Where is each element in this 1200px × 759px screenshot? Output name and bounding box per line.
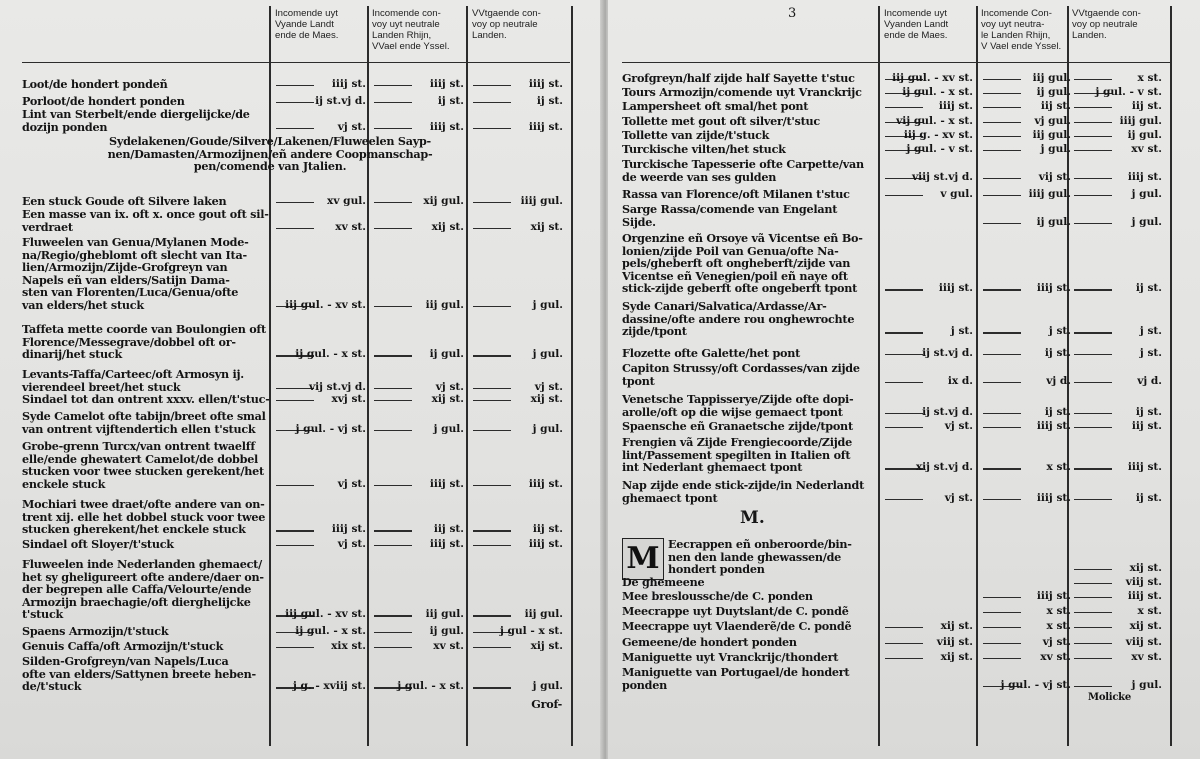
tariff-row: Frengien vã Zijde Frengiecoorde/Zijde lint/Passement spegilten in Italien oft int Nederlant ghemaect tpont xyxy=(622,435,852,475)
m-tariff-row-value-3: x st. xyxy=(1137,605,1162,617)
tariff-row-value-3: j gul. xyxy=(1131,215,1162,228)
tariff-row-value-3: ij st. xyxy=(536,95,563,107)
tariff-row: Grobe-grenn Turcx/van ontrent twaelff elle/ende ghewatert Camelot/de dobbel stucken voor twee stucken gerekent/het enckele stuck xyxy=(22,439,264,491)
tariff-row-value-3: j st. xyxy=(1139,347,1162,359)
tariff-row-value-3: ij st. xyxy=(1135,405,1162,418)
left-column-rule-4 xyxy=(571,6,573,746)
right-header-col2: Incomende Con- voy uyt neutra- le Landen Rhijn, V Vael ende Yssel. xyxy=(981,8,1062,52)
tariff-row-value-3: j gul. xyxy=(532,348,563,361)
tariff-row-value-2: ij gul. xyxy=(429,625,464,637)
tariff-row-value-2: iiij st. xyxy=(429,477,464,490)
tariff-row-value-1: xix st. xyxy=(331,640,366,652)
tariff-row-value-1: j gul. - vj st. xyxy=(295,422,366,435)
tariff-row: Loot/de hondert pondeñ xyxy=(22,77,168,91)
tariff-row: Syde Camelot ofte tabijn/breet ofte smal van ontrent vijftendertich ellen t'stuck xyxy=(22,409,266,436)
tariff-row-value-1: j g. - xviij st. xyxy=(293,680,366,693)
tariff-row-value-2: iiij st. xyxy=(1036,420,1071,432)
tariff-row-value-3: iij st. xyxy=(532,523,563,536)
left-header-col1: Incomende uyt Vyande Landt ende de Maes. xyxy=(275,8,339,41)
tariff-row-value-2: vij st. xyxy=(1038,170,1071,183)
section-letter-m: M. xyxy=(740,508,765,528)
m-tariff-row-value-3: j gul. xyxy=(1131,678,1162,691)
tariff-row-value-2: vj gul. xyxy=(1034,115,1071,127)
tariff-row-value-1: vij st.vj d. xyxy=(308,380,366,393)
right-header-col3: VVtgaende con- voy op neutrale Landen. xyxy=(1072,8,1141,41)
m-tariff-row-value-3: viij st. xyxy=(1125,636,1162,648)
tariff-row-value-3: ij st. xyxy=(1135,491,1162,504)
tariff-row: Tollette van zijde/t'stuck xyxy=(622,128,770,142)
m-tariff-row-value-1: viij st. xyxy=(936,636,973,648)
m-tariff-row-value-2: j gul. - vj st. xyxy=(1000,678,1071,691)
m-tariff-row-value-3: viij st. xyxy=(1125,576,1162,588)
tariff-row-value-1: viij st.vj d. xyxy=(911,170,973,183)
tariff-row-value-3: iiij st. xyxy=(1127,461,1162,474)
tariff-row-value-1: j st. xyxy=(950,325,973,338)
tariff-row-value-1: ij st.vj d. xyxy=(922,405,973,418)
tariff-row-value-2: ij gul. xyxy=(1036,86,1071,98)
tariff-row-value-2: xij st. xyxy=(431,393,464,405)
tariff-row-value-3: j gul. xyxy=(532,680,563,693)
left-catchword: Grof- xyxy=(531,697,562,711)
tariff-row-value-3: xij st. xyxy=(530,640,563,652)
tariff-row-value-2: vj st. xyxy=(435,380,464,393)
tariff-row: Silden-Grofgreyn/van Napels/Luca ofte van elders/Sattynen breete heben- de/t'stuck xyxy=(22,654,256,694)
tariff-row: Levants-Taffa/Carteec/oft Armosyn ij. vierendeel breet/het stuck xyxy=(22,367,244,394)
tariff-row: Een masse van ix. oft x. once gout oft sil- verdraet xyxy=(22,207,269,234)
tariff-row-value-1: j gul. - v st. xyxy=(906,143,973,155)
tariff-row-value-1: iij gul. - xv st. xyxy=(285,299,366,311)
tariff-row: Porloot/de hondert ponden xyxy=(22,94,185,108)
tariff-row-value-1: vj st. xyxy=(944,420,973,432)
tariff-row-value-3: ij st. xyxy=(1135,282,1162,295)
tariff-row-value-2: iiij st. xyxy=(429,78,464,90)
tariff-row-value-2: j st. xyxy=(1048,325,1071,338)
m-tariff-row: Maniguette uyt Vranckrijc/thondert xyxy=(622,650,839,664)
tariff-row-value-1: v gul. xyxy=(940,188,973,200)
tariff-row: Rassa van Florence/oft Milanen t'stuc xyxy=(622,187,850,201)
tariff-row: Syde Canari/Salvatica/Ardasse/Ar- dassine/ofte andere rou onghewrochte zijde/tpont xyxy=(622,299,855,339)
tariff-row-value-3: j st. xyxy=(1139,325,1162,338)
tariff-row-value-2: ij gul. xyxy=(1036,215,1071,228)
tariff-row: Turckische vilten/het stuck xyxy=(622,142,786,156)
tariff-row-value-2: ij st. xyxy=(437,95,464,107)
tariff-row-value-1: vj st. xyxy=(337,538,366,550)
tariff-row: Spaensche eñ Granaetsche zijde/tpont xyxy=(622,419,853,433)
tariff-row-value-1: ij gul. - x st. xyxy=(295,625,366,637)
tariff-row-value-1: iiij st. xyxy=(331,78,366,90)
tariff-row: Sindael oft Sloyer/t'stuck xyxy=(22,537,174,551)
right-column-rule-2 xyxy=(976,6,978,746)
tariff-row-value-2: iiij st. xyxy=(429,538,464,550)
left-column-rule-3 xyxy=(466,6,468,746)
m-tariff-row-value-3: xv st. xyxy=(1131,651,1162,663)
m-tariff-row: Maniguette van Portugael/de hondert ponden xyxy=(622,665,850,692)
tariff-row-value-2: iiij gul. xyxy=(1028,188,1071,200)
tariff-row-value-2: iiij st. xyxy=(1036,282,1071,295)
tariff-row-value-2: j gul. - x st. xyxy=(397,680,464,693)
folio-number: 3 xyxy=(788,6,797,21)
left-column-rule-2 xyxy=(367,6,369,746)
tariff-row-value-2: iij gul. xyxy=(1032,72,1071,84)
tariff-row-value-2: iiij st. xyxy=(1036,491,1071,504)
tariff-row-value-1: ij gul. - x st. xyxy=(295,348,366,361)
tariff-row-value-1: xv gul. xyxy=(327,195,366,207)
decorated-initial-m: M xyxy=(622,538,664,580)
m-tariff-row: Mee bresloussche/de C. ponden xyxy=(622,589,813,603)
tariff-row-value-1: iiij st. xyxy=(331,523,366,536)
tariff-row-value-3: iiij st. xyxy=(528,538,563,550)
right-column-rule-1 xyxy=(878,6,880,746)
left-header-col2: Incomende con- voy uyt neutrale Landen Rhijn, VVael ende Yssel. xyxy=(372,8,450,52)
tariff-row-value-2: xij gul. xyxy=(423,195,464,207)
tariff-row-value-3: j gul. xyxy=(532,422,563,435)
tariff-row-value-2: vj d. xyxy=(1046,374,1071,387)
m-tariff-row-value-2: vj st. xyxy=(1042,636,1071,648)
section-heading-italian-silks: Sydelakenen/Goude/Silvere/Lakenen/Fluweelen Sayp- nen/Damasten/Armozijnen/eñ andere Coopmanschap- pen/comende van Jtalien. xyxy=(107,134,433,174)
m-tariff-row-value-2: x st. xyxy=(1046,620,1071,632)
tariff-row-value-2: j gul. xyxy=(1040,143,1071,155)
right-header-rule xyxy=(622,62,1170,63)
tariff-row: Lampersheet oft smal/het pont xyxy=(622,99,809,113)
tariff-row-value-2: iiij st. xyxy=(429,120,464,133)
m-section-intro: Eecrappen eñ onberoorde/bin- nen den lande ghewassen/de hondert ponden xyxy=(668,537,852,577)
tariff-row-value-3: x st. xyxy=(1137,72,1162,84)
m-tariff-row: Gemeene/de hondert ponden xyxy=(622,635,797,649)
tariff-row: Venetsche Tappisserye/Zijde ofte dopi- arolle/oft op die wijse gemaect tpont xyxy=(622,392,854,419)
tariff-row-value-3: j gul. - v st. xyxy=(1095,86,1162,98)
tariff-row: Tollette met gout oft silver/t'stuc xyxy=(622,114,820,128)
tariff-row-value-2: iij gul. xyxy=(425,608,464,621)
tariff-row: Spaens Armozijn/t'stuck xyxy=(22,624,169,638)
tariff-row-value-1: ij st.vj d. xyxy=(922,347,973,359)
tariff-row-value-3: vj st. xyxy=(534,380,563,393)
tariff-row: Een stuck Goude oft Silvere laken xyxy=(22,194,227,208)
tariff-row-value-1: vj st. xyxy=(944,491,973,504)
tariff-row-value-1: iij g. - xv st. xyxy=(903,129,973,141)
tariff-row-value-3: ij gul. xyxy=(1127,129,1162,141)
tariff-row-value-3: iij st. xyxy=(1131,100,1162,112)
tariff-row-value-2: x st. xyxy=(1046,461,1071,474)
tariff-row-value-2: iij gul. xyxy=(425,299,464,311)
tariff-row: Fluweelen van Genua/Mylanen Mode- na/Regio/gheblomt oft slecht van Ita- lien/Armozijn/Zijde-Grofgreyn van Napels eñ van elders/Satijn Dama- sten van Florenten/Luca/Genua/ofte van elders/het stuck xyxy=(22,235,249,312)
tariff-row: Mochiari twee draet/ofte andere van on- trent xij. elle het dobbel stuck voor twee stucken gherekent/het enckele stuck xyxy=(22,497,266,537)
right-catchword: Molicke xyxy=(1088,692,1131,703)
m-tariff-row-value-1: xij st. xyxy=(940,620,973,632)
tariff-row-value-2: ij gul. xyxy=(429,348,464,361)
tariff-row-value-1: vj st. xyxy=(337,477,366,490)
tariff-row: Lint van Sterbelt/ende diergelijcke/de dozijn ponden xyxy=(22,107,250,134)
tariff-row-value-3: iij gul. xyxy=(524,608,563,621)
tariff-row-value-1: ij st.vj d. xyxy=(315,95,366,107)
tariff-row-value-2: iij gul. xyxy=(1032,129,1071,141)
tariff-row: Genuis Caffa/oft Armozijn/t'stuck xyxy=(22,639,224,653)
tariff-row: Flozette ofte Galette/het pont xyxy=(622,346,801,360)
tariff-row-value-3: xij st. xyxy=(530,393,563,405)
tariff-row: Taffeta mette coorde van Boulongien oft Florence/Messegrave/dobbel oft or- dinarij/het stuck xyxy=(22,322,266,362)
tariff-row-value-2: iij st. xyxy=(1040,100,1071,112)
tariff-row-value-3: iiij gul. xyxy=(520,195,563,207)
tariff-row-value-1: ix d. xyxy=(947,374,973,387)
m-tariff-row-value-2: iiij st. xyxy=(1036,590,1071,602)
tariff-row-value-1: iiij st. xyxy=(938,282,973,295)
m-tariff-row: De ghemeene xyxy=(622,575,705,589)
tariff-row-value-1: xv st. xyxy=(335,220,366,233)
m-tariff-row-value-1: xij st. xyxy=(940,651,973,663)
right-column-rule-4 xyxy=(1170,6,1172,746)
m-tariff-row-value-3: iiij st. xyxy=(1127,590,1162,602)
tariff-row-value-3: iiij gul. xyxy=(1119,115,1162,127)
m-tariff-row: Meecrappe uyt Vlaenderẽ/de C. pondẽ xyxy=(622,619,852,633)
tariff-row-value-3: vj d. xyxy=(1137,374,1162,387)
m-tariff-row-value-2: xv st. xyxy=(1040,651,1071,663)
tariff-row-value-3: xij st. xyxy=(530,220,563,233)
tariff-row-value-2: ij st. xyxy=(1044,347,1071,359)
m-tariff-row-value-2: x st. xyxy=(1046,605,1071,617)
tariff-row-value-3: j gul. xyxy=(532,299,563,311)
tariff-row: Fluweelen inde Nederlanden ghemaect/ het sy gheligureert ofte andere/daer on- der begrepen alle Caffa/Velourte/ende Armozijn braechagie/oft dierghelijcke t'stuck xyxy=(22,557,264,622)
tariff-row: Capiton Strussy/oft Cordasses/van zijde tpont xyxy=(622,361,860,388)
tariff-row-value-1: vj st. xyxy=(337,120,366,133)
tariff-row-value-3: iiij st. xyxy=(528,78,563,90)
tariff-row-value-3: iiij st. xyxy=(528,477,563,490)
right-page xyxy=(608,0,1200,759)
tariff-row: Turckische Tapesserie ofte Carpette/van de weerde van ses gulden xyxy=(622,157,864,184)
tariff-row-value-3: j gul. xyxy=(1131,188,1162,200)
tariff-row: Grofgreyn/half zijde half Sayette t'stuc xyxy=(622,71,855,85)
m-tariff-row-value-3: xij st. xyxy=(1129,620,1162,632)
tariff-row-value-1: iiij st. xyxy=(938,100,973,112)
tariff-row-value-2: j gul. xyxy=(433,422,464,435)
tariff-row-value-1: iij gul. - xv st. xyxy=(892,72,973,84)
tariff-row-value-1: iij gul. - xv st. xyxy=(285,608,366,621)
tariff-row-value-3: iij st. xyxy=(1131,420,1162,432)
tariff-row: Nap zijde ende stick-zijde/in Nederlandt ghemaect tpont xyxy=(622,478,864,505)
tariff-row: Sindael tot dan ontrent xxxv. ellen/t'stuc- xyxy=(22,392,270,406)
tariff-row-value-1: ij gul. - x st. xyxy=(902,86,973,98)
right-header-col1: Incomende uyt Vyanden Landt ende de Maes. xyxy=(884,8,949,41)
m-tariff-row-value-3: xij st. xyxy=(1129,562,1162,574)
tariff-row: Sarge Rassa/comende van Engelant Sijde. xyxy=(622,202,838,229)
tariff-row-value-3: iiij st. xyxy=(1127,170,1162,183)
tariff-row-value-2: iij st. xyxy=(433,523,464,536)
tariff-row-value-1: vij gul. - x st. xyxy=(896,115,973,127)
tariff-row-value-2: xv st. xyxy=(433,640,464,652)
tariff-row: Tours Armozijn/comende uyt Vranckrijc xyxy=(622,85,862,99)
tariff-row-value-1: xij st.vj d. xyxy=(915,461,973,474)
tariff-row-value-1: xvj st. xyxy=(331,393,366,405)
tariff-row: Orgenzine eñ Orsoye vã Vicentse eñ Bo- lonien/zijde Poil van Genua/ofte Na- pels/gheberft oft ongheberft/zijde van Vicentse eñ Venegien/poil eñ naye oft stick-zijde geberft ofte ongeberft tpont xyxy=(622,231,863,296)
left-header-rule xyxy=(22,62,570,63)
tariff-row-value-2: xij st. xyxy=(431,220,464,233)
tariff-row-value-2: ij st. xyxy=(1044,405,1071,418)
tariff-row-value-3: j gul - x st. xyxy=(500,625,563,637)
tariff-row-value-3: iiij st. xyxy=(528,120,563,133)
left-header-col3: VVtgaende con- voy op neutrale Landen. xyxy=(472,8,541,41)
tariff-row-value-3: xv st. xyxy=(1131,143,1162,155)
m-tariff-row: Meecrappe uyt Duytslant/de C. pondẽ xyxy=(622,604,849,618)
